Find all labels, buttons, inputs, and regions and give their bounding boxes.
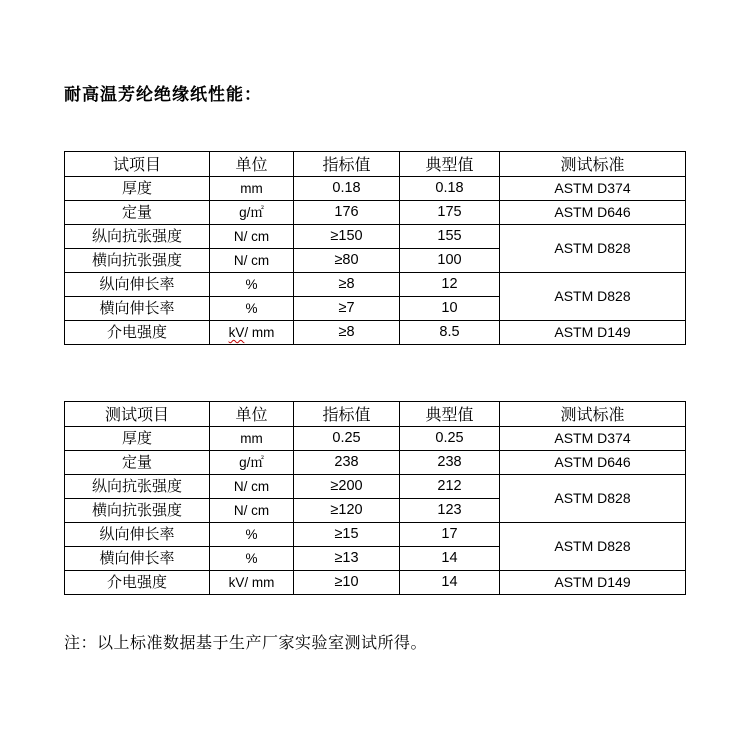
- cell-spec: ≥80: [294, 249, 400, 273]
- cell-unit: g/㎡: [210, 451, 294, 475]
- cell-typical: 175: [400, 201, 500, 225]
- unit-per-mm: / mm: [244, 325, 275, 340]
- table-row: [65, 571, 686, 595]
- cell-item: 纵向伸长率: [65, 273, 210, 297]
- cell-standard: ASTM D646: [500, 201, 686, 225]
- cell-standard: ASTM D828: [500, 475, 686, 523]
- cell-typical: 14: [400, 571, 500, 595]
- cell-item: 介电强度: [65, 321, 210, 345]
- table-row: [65, 451, 686, 475]
- cell-typical: 155: [400, 225, 500, 249]
- cell-standard: ASTM D828: [500, 273, 686, 321]
- cell-item: 厚度: [65, 177, 210, 201]
- cell-typical: 14: [400, 547, 500, 571]
- cell-item: 纵向伸长率: [65, 523, 210, 547]
- cell-unit: %: [210, 523, 294, 547]
- page-title: 耐高温芳纶绝缘纸性能：: [64, 85, 262, 105]
- cell-standard: ASTM D828: [500, 225, 686, 273]
- cell-spec: ≥150: [294, 225, 400, 249]
- header-unit: 单位: [210, 152, 294, 177]
- cell-standard: ASTM D149: [500, 321, 686, 345]
- header-spec: 指标值: [294, 402, 400, 427]
- cell-unit: N/ cm: [210, 475, 294, 499]
- cell-typical: 212: [400, 475, 500, 499]
- cell-spec: ≥8: [294, 321, 400, 345]
- cell-item: 横向伸长率: [65, 297, 210, 321]
- cell-standard: ASTM D374: [500, 427, 686, 451]
- cell-item: 定量: [65, 201, 210, 225]
- header-unit: 单位: [210, 402, 294, 427]
- cell-typical: 10: [400, 297, 500, 321]
- footnote: 注：以上标准数据基于生产厂家实验室测试所得。: [64, 633, 428, 652]
- table-header-row: [65, 152, 686, 177]
- cell-spec: 238: [294, 451, 400, 475]
- cell-spec: ≥13: [294, 547, 400, 571]
- header-typical: 典型值: [400, 402, 500, 427]
- table-row: [65, 427, 686, 451]
- table-row: [65, 475, 686, 499]
- cell-typical: 12: [400, 273, 500, 297]
- cell-unit: N/ cm: [210, 225, 294, 249]
- cell-unit: [210, 321, 294, 345]
- cell-spec: ≥200: [294, 475, 400, 499]
- unit-kv: kV: [228, 325, 245, 340]
- cell-typical: 123: [400, 499, 500, 523]
- cell-item: 厚度: [65, 427, 210, 451]
- table-row: [65, 321, 686, 345]
- cell-typical: 0.18: [400, 177, 500, 201]
- cell-typical: 100: [400, 249, 500, 273]
- cell-standard: ASTM D828: [500, 523, 686, 571]
- table-row: [65, 177, 686, 201]
- cell-spec: ≥120: [294, 499, 400, 523]
- cell-item: 纵向抗张强度: [65, 475, 210, 499]
- cell-item: 介电强度: [65, 571, 210, 595]
- cell-typical: 238: [400, 451, 500, 475]
- cell-unit: kV/ mm: [210, 571, 294, 595]
- cell-spec: 0.25: [294, 427, 400, 451]
- header-standard: 测试标准: [500, 402, 686, 427]
- table-header-row: [65, 402, 686, 427]
- cell-item: 横向抗张强度: [65, 249, 210, 273]
- table-row: [65, 201, 686, 225]
- cell-unit: %: [210, 297, 294, 321]
- cell-item: 横向抗张强度: [65, 499, 210, 523]
- cell-unit: mm: [210, 177, 294, 201]
- table-row: [65, 523, 686, 547]
- cell-spec: ≥10: [294, 571, 400, 595]
- cell-standard: ASTM D374: [500, 177, 686, 201]
- cell-spec: 176: [294, 201, 400, 225]
- cell-unit: N/ cm: [210, 249, 294, 273]
- properties-table-1: [64, 151, 686, 345]
- cell-item: 横向伸长率: [65, 547, 210, 571]
- cell-typical: 0.25: [400, 427, 500, 451]
- properties-table-2: [64, 401, 686, 595]
- cell-spec: 0.18: [294, 177, 400, 201]
- header-standard: 测试标准: [500, 152, 686, 177]
- cell-standard: ASTM D149: [500, 571, 686, 595]
- cell-unit: %: [210, 273, 294, 297]
- cell-item: 纵向抗张强度: [65, 225, 210, 249]
- cell-standard: ASTM D646: [500, 451, 686, 475]
- cell-unit: g/㎡: [210, 201, 294, 225]
- header-item: 试项目: [65, 152, 210, 177]
- cell-spec: ≥7: [294, 297, 400, 321]
- header-typical: 典型值: [400, 152, 500, 177]
- table-row: [65, 273, 686, 297]
- table-row: [65, 225, 686, 249]
- cell-unit: N/ cm: [210, 499, 294, 523]
- cell-item: 定量: [65, 451, 210, 475]
- cell-typical: 8.5: [400, 321, 500, 345]
- cell-unit: mm: [210, 427, 294, 451]
- cell-unit: %: [210, 547, 294, 571]
- cell-spec: ≥8: [294, 273, 400, 297]
- cell-spec: ≥15: [294, 523, 400, 547]
- cell-typical: 17: [400, 523, 500, 547]
- header-spec: 指标值: [294, 152, 400, 177]
- header-item: 测试项目: [65, 402, 210, 427]
